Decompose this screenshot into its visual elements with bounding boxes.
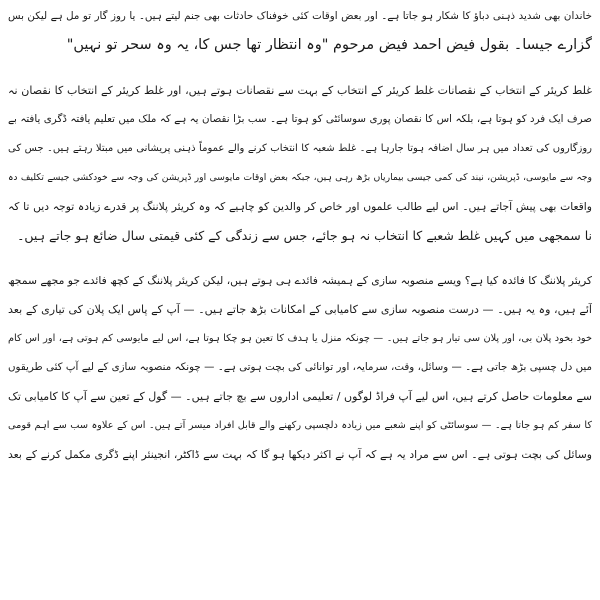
text-line: سے معلومات حاصل کرتے ہیں، اس لیے آپ فراڈ لوگوں / تعلیمی اداروں سے بچ جاتے ہیں۔ — گول کے تعین سے آپ کا کامیابی تک — [8, 390, 592, 403]
paragraph-gap — [8, 60, 592, 76]
text-line-faiz-quote: گزارے جیسا۔ بقول فیض احمد فیض مرحوم "وہ انتظار تھا جس کا، یہ وہ سحر تو نہیں" — [66, 37, 592, 53]
text-line: خود بخود پلان بی، اور پلان سی تیار ہو جاتے ہیں۔ — چونکہ منزل یا ہدف کا تعین ہو چکا ہوتا ہے، اس لیے مایوسی کم ہوتی ہے، اور اس کام — [8, 333, 592, 344]
text-line: کا سفر کم ہو جاتا ہے۔ — سوسائٹی کو اپنے شعبے میں زیادہ دلچسپی رکھنے والے قابل افراد میسر آتے ہیں۔ اس کے علاوہ سب سے اہم قومی — [8, 420, 592, 431]
text-line: واقعات بھی پیش آجاتے ہیں۔ اس لیے طالب علموں اور خاص کر والدین کو چاہیے کہ وہ کریئر پلاننگ پر قدرے زیادہ توجہ دیں تا کہ — [8, 200, 592, 213]
paragraph-gap — [8, 250, 592, 266]
paragraph-unemployment-outcome — [8, 2, 592, 60]
text-line: صرف ایک فرد کو ہوتا ہے، بلکہ اس کا نقصان پوری سوسائٹی کو ہوتا ہے۔ سب بڑا نقصان یہ ہے کہ ملک میں تعلیم یافتہ ڈگری یافتہ بے — [8, 113, 592, 125]
text-line: روزگاروں کی تعداد میں ہر سال اضافہ ہوتا جارہا ہے۔ غلط شعبہ کا انتخاب کرنے والے عموماً ذہنی پریشانی میں مبتلا رہتے ہیں۔ جس کی — [8, 143, 592, 154]
text-line: خاندان بھی شدید ذہنی دباؤ کا شکار ہو جاتا ہے۔ اور بعض اوقات کئی خوفناک حادثات بھی جنم لیتے ہیں۔ یا روز گار تو مل ہے لیکن بس — [8, 10, 592, 22]
paragraph-wrong-career-harms — [8, 76, 592, 250]
text-line: غلط کریئر کے انتخاب کے نقصانات غلط کریئر کے انتخاب کے بہت سے نقصانات ہوتے ہیں، اور غلط کریئر کے انتخاب کا نقصان نہ — [8, 84, 592, 97]
text-line: آئے ہیں، وہ یہ ہیں۔ — درست منصوبہ سازی سے کامیابی کے امکانات بڑھ جاتے ہیں۔ — آپ کے پاس ایک پلان کی تیاری کے بعد — [8, 303, 592, 316]
text-line: نا سمجھی میں کہیں غلط شعبے کا انتخاب نہ ہو جائے، جس سے زندگی کے کئی قیمتی سال ضائع ہو جاتے ہیں۔ — [17, 228, 592, 243]
text-line: میں دل چسپی بڑھ جاتی ہے۔ — وسائل، وقت، سرمایہ، اور توانائی کی بچت ہوتی ہے۔ — چونکہ منصوبہ سازی کے لیے آپ کئی طریقوں — [8, 361, 592, 373]
text-line: وجہ سے مایوسی، ڈپریشن، نیند کی کمی جیسی بیماریاں بڑھ رہی ہیں، جبکہ بعض اوقات مایوسی اور ڈپریشن کی وجہ سے خودکشی جیسے تکلیف دہ — [8, 172, 592, 183]
text-line: وسائل کی بچت ہوتی ہے۔ اس سے مراد یہ ہے کہ آپ نے اکثر دیکھا ہو گا کہ بہت سے ڈاکٹر، انجینئر اپنے ڈگری مکمل کرنے کے بعد — [8, 448, 592, 461]
paragraph-career-planning-benefits — [8, 266, 592, 469]
text-line: کریئر پلاننگ کا فائدہ کیا ہے؟ ویسے منصوبہ سازی کے ہمیشہ فائدے ہی ہوتے ہیں، لیکن کریئر پلاننگ کے کچھ فائدے جو مجھے سمجھ — [8, 274, 592, 287]
